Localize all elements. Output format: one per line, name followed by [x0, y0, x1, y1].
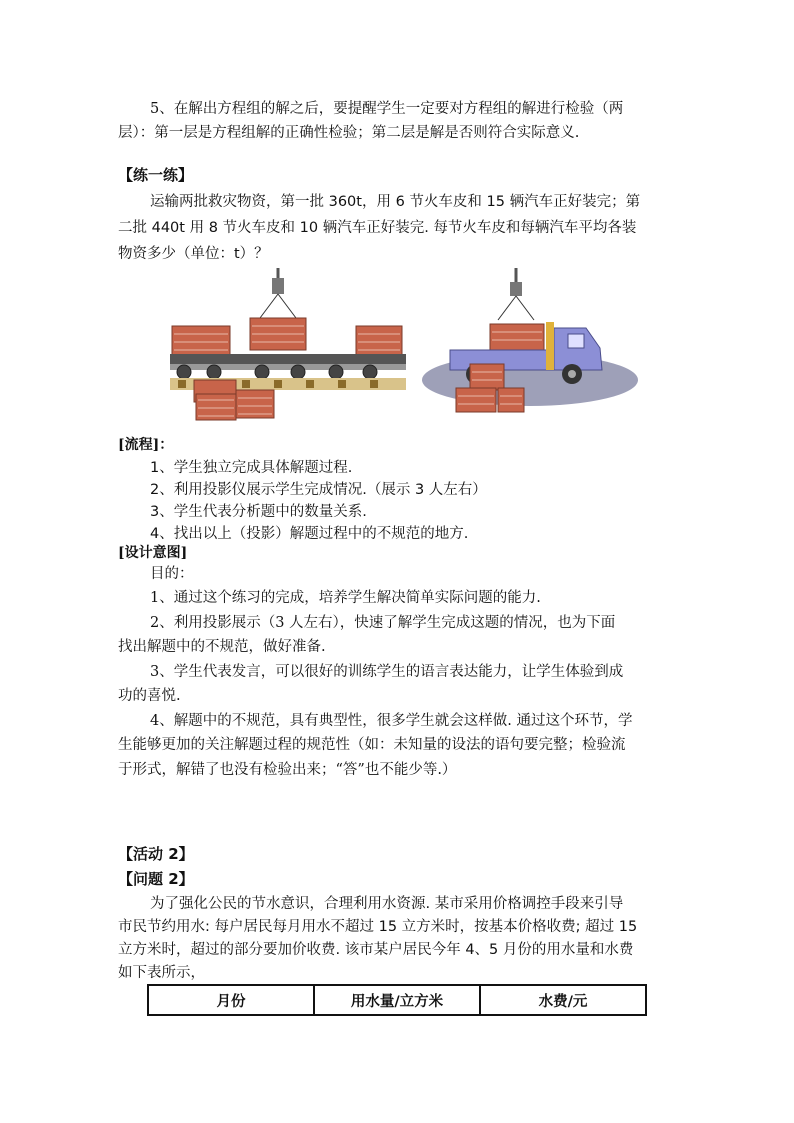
question-line-3: 立方米时，超过的部分要加价收费. 该市某户居民今年 4、5 月份的用水量和水费 [118, 942, 634, 958]
design-item-4-line-1: 4、解题中的不规范，具有典型性，很多学生就会这样做. 通过这个环节，学 [150, 713, 633, 729]
header-month: 月份 [148, 985, 314, 1015]
design-item-4-line-3: 于形式，解错了也没有检验出来；“答”也不能少等.） [118, 762, 457, 778]
design-item-3-line-2: 功的喜悦. [118, 688, 181, 704]
water-fee-table [147, 984, 647, 1016]
truck-loading-illustration [420, 268, 638, 428]
table-header-row [148, 985, 646, 1015]
design-item-2-line-2: 找出解题中的不规范，做好准备. [118, 639, 326, 655]
practice-problem-line-1: 运输两批救灾物资，第一批 360t，用 6 节火车皮和 15 辆汽车正好装完；第 [150, 194, 641, 210]
process-item-1: 1、学生独立完成具体解题过程. [150, 460, 353, 476]
question-heading: 【问题 2】 [118, 870, 194, 888]
header-water-fee: 水费/元 [480, 985, 646, 1015]
practice-problem-line-2: 二批 440t 用 8 节火车皮和 10 辆汽车正好装完. 每节火车皮和每辆汽车平均各装 [118, 220, 637, 236]
note-5-line-2: 层）：第一层是方程组解的正确性检验；第二层是解是否则符合实际意义. [118, 125, 580, 141]
design-purpose: 目的： [150, 566, 194, 582]
process-item-3: 3、学生代表分析题中的数量关系. [150, 504, 367, 520]
design-item-2-line-1: 2、利用投影展示（3 人左右），快速了解学生完成这题的情况，也为下面 [150, 615, 616, 631]
design-item-3-line-1: 3、学生代表发言，可以很好的训练学生的语言表达能力，让学生体验到成 [150, 664, 624, 680]
process-heading: [流程]： [118, 437, 174, 453]
train-loading-illustration [170, 268, 406, 428]
activity-heading: 【活动 2】 [118, 845, 194, 863]
question-line-1: 为了强化公民的节水意识，合理利用水资源. 某市采用价格调控手段来引导 [150, 896, 624, 912]
note-5-line-1: 5、在解出方程组的解之后，要提醒学生一定要对方程组的解进行检验（两 [150, 101, 624, 117]
question-line-2: 市民节约用水: 每户居民每月用水不超过 15 立方米时，按基本价格收费; 超过 15 [118, 919, 638, 935]
process-item-2: 2、利用投影仪展示学生完成情况.（展示 3 人左右） [150, 482, 487, 498]
header-water-usage: 用水量/立方米 [314, 985, 480, 1015]
practice-problem-line-3: 物资多少（单位：t）？ [118, 246, 269, 262]
question-line-4: 如下表所示， [118, 965, 205, 981]
design-item-1: 1、通过这个练习的完成，培养学生解决简单实际问题的能力. [150, 590, 541, 606]
practice-heading: 【练一练】 [118, 166, 194, 184]
process-item-4: 4、找出以上（投影）解题过程中的不规范的地方. [150, 526, 469, 542]
design-item-4-line-2: 生能够更加的关注解题过程的规范性（如：未知量的设法的语句要完整；检验流 [118, 737, 626, 753]
design-heading: [设计意图] [118, 545, 188, 561]
